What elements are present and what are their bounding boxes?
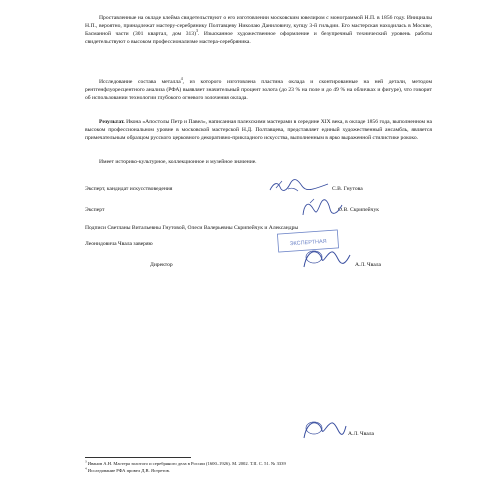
expert1-title: Эксперт, кандидат искусствоведения	[85, 186, 173, 192]
paragraph-hallmarks-tail: . Изысканное художественное оформление и безупречный технический уровень работы свидетельствуют о высоком профессионализме мастера-серебряника.	[85, 31, 432, 45]
paragraph-significance	[85, 158, 432, 166]
stamp-text: ЭКСПЕРТНАЯ	[289, 238, 327, 248]
footnote-divider	[85, 457, 191, 458]
director-title: Директор	[150, 262, 173, 268]
footnote-3-text: Иванов А.Н. Мастера золотого и серебряного дела в России (1600–1926). М. 2002. Т.II. С. 51. № 3339	[86, 461, 286, 466]
paragraph-hallmarks-text: Проставленные на окладе клейма свидетельствуют о его изготовлении московским ювелиром с монограммой Н.П. в 1856 году. Инициалы Н.П., вероятно, принадлежат мастеру-серебрянику Полтавцеву Николаю Даниловичу, купцу 3-й гильдии. Его мастерская находилась в Москве, Басманной части (301 квартал, дом 313)	[85, 15, 432, 37]
paragraph-metal-analysis	[85, 78, 432, 102]
footnote-3	[85, 461, 286, 467]
result-text: Икона «Апостолы Петр и Павел», написанная палехскими мастерами в середине XIX века, в окладе 1856 года, выполненном на высоком профессиональном уровне в московской мастерской Н.Д. Полтавцева, представляет единый художественный ансамбль, является примечательным образцом русского церковного декоративно-прикладного искусства, выполненным в ярко выраженной стилистике рококо.	[85, 119, 432, 141]
signature-chvala-bottom	[300, 416, 348, 442]
footnote-3-number: 3	[85, 459, 87, 464]
bottom-director-name: А.Л. Чвала	[348, 431, 375, 437]
attestation-line-2: Леонидовича Чвала заверяю	[85, 241, 153, 247]
paragraph-metal-text: Исследование состава металла	[99, 79, 181, 85]
expert2-title: Эксперт	[85, 207, 105, 213]
paragraph-metal-tail: , из которого изготовлена пластина оклада и сконтированные на ней детали, методом рентгенфлуоресцентного анализа (РФА) выявляет значительный процент золота (до 23 % на поле и до 49 % на обличках и фигуре), что говорит об использовании технологии глубокого огневого золочения оклада.	[85, 79, 432, 101]
expert1-name: С.В. Гнутова	[332, 186, 363, 192]
signature-gnutova	[268, 178, 330, 196]
significance-text: Имеет историко-культурное, коллекционное и музейное значение.	[99, 159, 257, 165]
expert2-name: О.В. Скрипейчук	[338, 207, 380, 213]
paragraph-hallmarks	[85, 14, 432, 46]
attestation-line-1: Подписи Светланы Витальевны Гнутовой, Олеси Валерьевны Скрипейчук и Александры	[85, 225, 299, 231]
footnote-4-number: 4	[85, 466, 87, 471]
director-name: А.Л. Чвала	[355, 262, 382, 268]
footnote-4	[85, 468, 170, 474]
signature-chvala	[300, 245, 352, 271]
result-label: Результат.	[99, 119, 125, 125]
footnote-4-text: Исследование РФА провел Д.В. Ястретов.	[86, 468, 170, 473]
footnote-ref-4: 4	[180, 77, 183, 82]
paragraph-result	[85, 118, 432, 142]
footnote-ref-3: 3	[195, 29, 198, 34]
